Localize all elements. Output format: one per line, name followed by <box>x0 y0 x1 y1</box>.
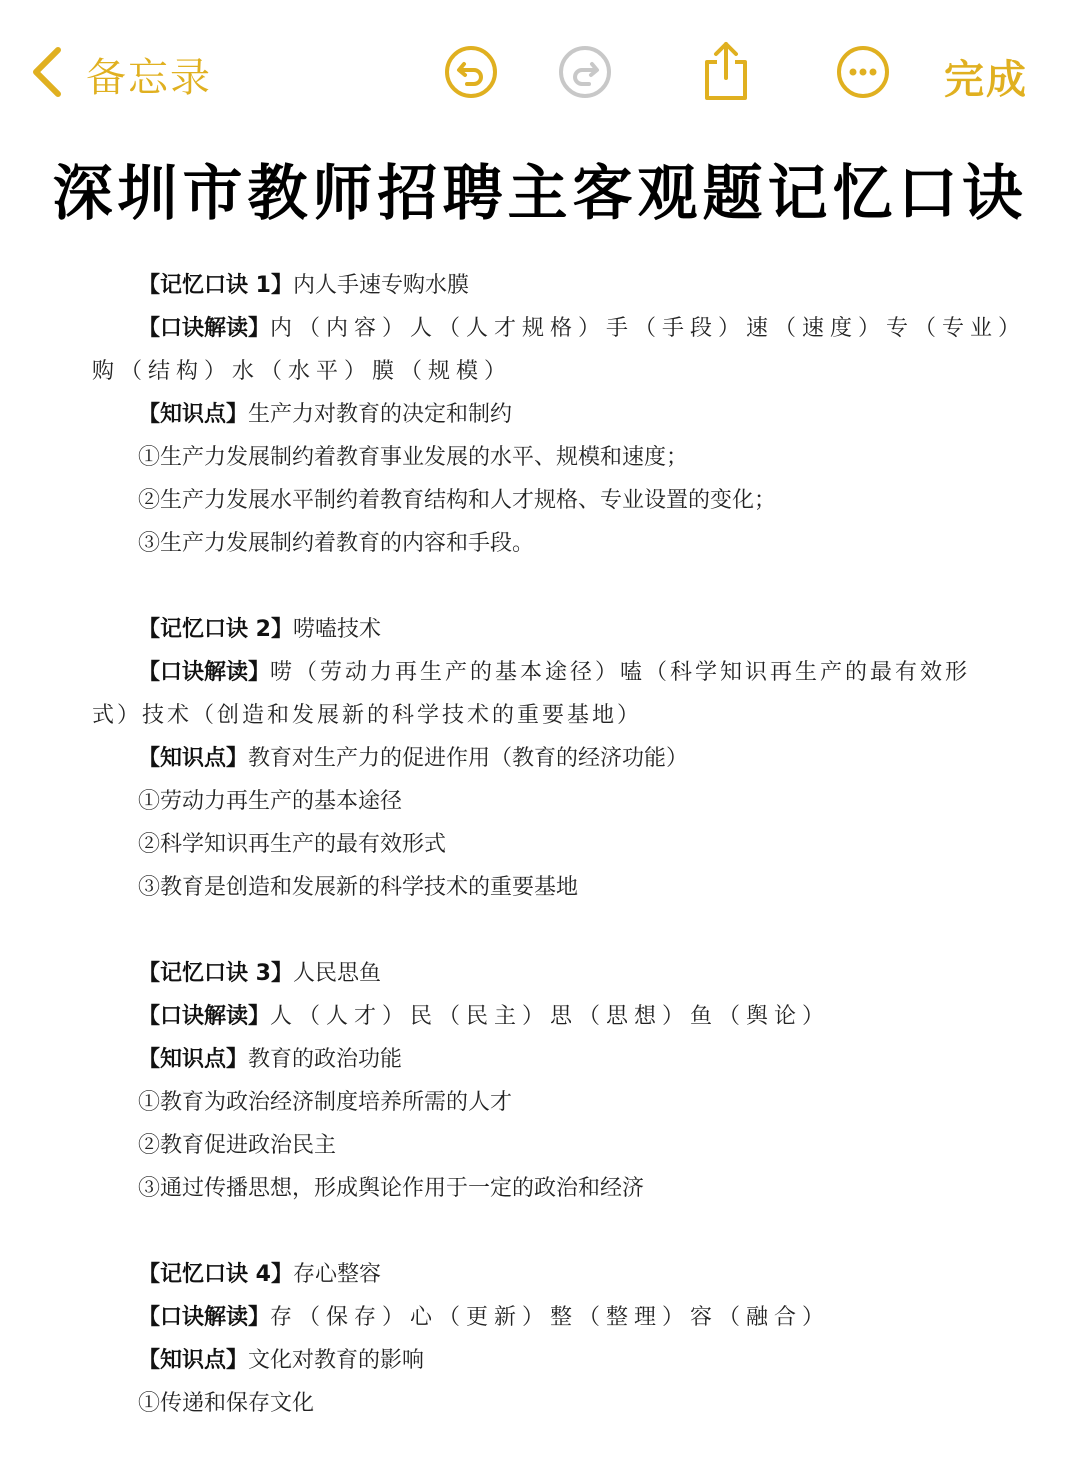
mnemonic-section <box>0 952 1080 1210</box>
mnemonic-heading <box>0 1253 1080 1296</box>
mnemonic-tag: 【记忆口诀 2】 <box>138 617 293 642</box>
share-icon[interactable] <box>699 40 753 102</box>
mnemonic-heading <box>0 952 1080 995</box>
knowledge-point-tag: 【知识点】 <box>138 746 249 771</box>
undo-icon[interactable] <box>443 44 499 100</box>
point-item: ①生产力发展制约着教育事业发展的水平、规模和速度； <box>138 445 689 470</box>
point-item: ②教育促进政治民主 <box>138 1133 337 1158</box>
interpretation-tag: 【口诀解读】 <box>138 1305 271 1330</box>
interpretation-tag: 【口诀解读】 <box>138 1004 271 1029</box>
interpretation-line <box>0 995 1080 1038</box>
interpretation-continuation <box>0 350 1080 393</box>
knowledge-point-line <box>0 393 1080 436</box>
knowledge-point-line <box>0 737 1080 780</box>
mnemonic-tag: 【记忆口诀 4】 <box>138 1262 293 1287</box>
mnemonic-text: 唠嗑技术 <box>292 617 381 642</box>
chevron-left-icon <box>30 46 64 102</box>
mnemonic-heading <box>0 608 1080 651</box>
knowledge-point-line <box>0 1038 1080 1081</box>
point-item: ②科学知识再生产的最有效形式 <box>138 832 447 857</box>
interpretation-text: 内（内容）人（人才规格）手（手段）速（速度）专（专业） <box>270 316 1027 341</box>
interpretation-line <box>0 651 1080 694</box>
interpretation-continuation <box>0 694 1080 737</box>
knowledge-point-text: 生产力对教育的决定和制约 <box>248 402 513 427</box>
redo-icon[interactable] <box>557 44 613 100</box>
mnemonic-section <box>0 608 1080 909</box>
knowledge-point-tag: 【知识点】 <box>138 1348 249 1373</box>
knowledge-point-text: 教育对生产力的促进作用（教育的经济功能） <box>248 746 689 771</box>
knowledge-point-text: 文化对教育的影响 <box>248 1348 425 1373</box>
interpretation-line <box>0 1296 1080 1339</box>
mnemonic-text: 人民思鱼 <box>292 961 381 986</box>
interpretation-tag: 【口诀解读】 <box>138 316 271 341</box>
more-icon[interactable] <box>835 44 891 100</box>
point-item: ②生产力发展水平制约着教育结构和人才规格、专业设置的变化； <box>138 488 777 513</box>
interpretation-text-cont: 式）技术（创造和发展新的科学技术的重要基地） <box>92 703 643 728</box>
note-title: 深圳市教师招聘主客观题记忆口诀 <box>52 159 1028 229</box>
back-label: 备忘录 <box>86 54 212 101</box>
toolbar <box>0 0 1080 140</box>
mnemonic-heading <box>0 264 1080 307</box>
point-item: ③生产力发展制约着教育的内容和手段。 <box>138 531 535 556</box>
interpretation-text: 唠（劳动力再生产的基本途径）嗑（科学知识再生产的最有效形 <box>270 660 971 685</box>
mnemonic-tag: 【记忆口诀 3】 <box>138 961 293 986</box>
mnemonic-tag: 【记忆口诀 1】 <box>138 273 293 298</box>
interpretation-line <box>0 307 1080 350</box>
point-item: ①教育为政治经济制度培养所需的人才 <box>138 1090 513 1115</box>
knowledge-point-tag: 【知识点】 <box>138 1047 249 1072</box>
point-item: ①传递和保存文化 <box>138 1391 315 1416</box>
point-item: ③通过传播思想，形成舆论作用于一定的政治和经济 <box>138 1176 645 1201</box>
knowledge-point-text: 教育的政治功能 <box>248 1047 403 1072</box>
mnemonic-section <box>0 264 1080 565</box>
point-item: ③教育是创造和发展新的科学技术的重要基地 <box>138 875 579 900</box>
knowledge-point-line <box>0 1339 1080 1382</box>
mnemonic-section <box>0 1253 1080 1425</box>
interpretation-text: 存（保存）心（更新）整（整理）容（融合） <box>270 1305 831 1330</box>
done-button[interactable]: 完成 <box>944 57 1028 103</box>
back-button[interactable] <box>30 44 212 104</box>
knowledge-point-tag: 【知识点】 <box>138 402 249 427</box>
interpretation-text-cont: 购（结构）水（水平）膜（规模） <box>92 359 513 384</box>
mnemonic-text: 内人手速专购水膜 <box>292 273 469 298</box>
interpretation-tag: 【口诀解读】 <box>138 660 271 685</box>
mnemonic-text: 存心整容 <box>292 1262 381 1287</box>
interpretation-text: 人（人才）民（民主）思（思想）鱼（舆论） <box>270 1004 831 1029</box>
point-item: ①劳动力再生产的基本途径 <box>138 789 403 814</box>
note-body[interactable] <box>0 264 1080 1468</box>
